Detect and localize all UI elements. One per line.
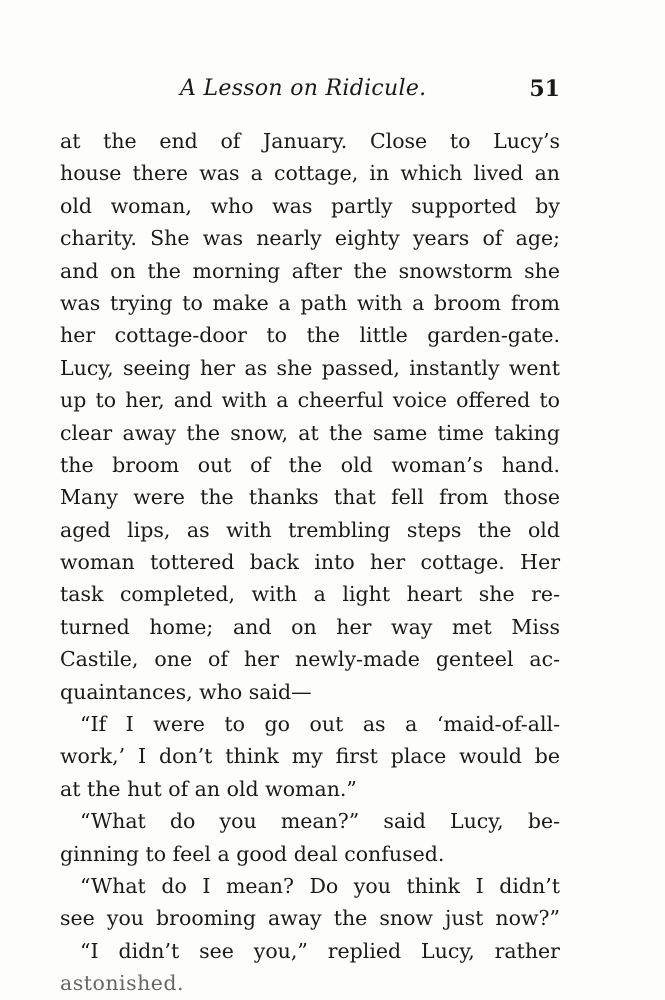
text-line: task completed, with a light heart she re- bbox=[60, 582, 560, 607]
text-line: at the end of January. Close to Lucy’s bbox=[60, 129, 560, 153]
text-line: “I didn’t see you,” replied Lucy, rather bbox=[80, 938, 560, 963]
text-line: up to her, and with a cheerful voice offered to bbox=[60, 388, 560, 413]
text-line: Lucy, seeing her as she passed, instantly went bbox=[60, 355, 560, 380]
text-line: at the hut of an old woman.” bbox=[60, 776, 357, 801]
text-line: astonished. bbox=[60, 971, 185, 996]
text-line: aged lips, as with trembling steps the old bbox=[60, 517, 560, 542]
text-line: Castile, one of her newly-made genteel ac- bbox=[60, 647, 560, 672]
text-line: house there was a cottage, in which lived an bbox=[60, 161, 560, 186]
text-line: charity. She was nearly eighty years of age; bbox=[60, 226, 560, 251]
body-text bbox=[60, 125, 560, 1000]
text-line: Many were the thanks that fell from those bbox=[60, 485, 560, 510]
text-line: and on the morning after the snowstorm she bbox=[60, 258, 560, 283]
text-line: clear away the snow, at the same time taking bbox=[60, 420, 560, 445]
text-line: quaintances, who said— bbox=[60, 679, 312, 704]
text-line: was trying to make a path with a broom from bbox=[60, 290, 560, 315]
text-line: “What do I mean? Do you think I didn’t bbox=[80, 873, 560, 898]
running-title: A Lesson on Ridicule. bbox=[180, 76, 427, 101]
text-line: “If I were to go out as a ‘maid-of-all- bbox=[80, 712, 560, 737]
text-line: old woman, who was partly supported by bbox=[60, 193, 560, 218]
text-line: work,’ I don’t think my first place would be bbox=[60, 744, 560, 769]
text-line: “What do you mean?” said Lucy, be- bbox=[80, 809, 560, 834]
text-line: turned home; and on her way met Miss bbox=[60, 614, 560, 639]
text-line: her cottage-door to the little garden-gate. bbox=[60, 323, 560, 348]
text-line: ginning to feel a good deal confused. bbox=[60, 841, 445, 866]
running-head bbox=[60, 76, 560, 106]
text-line: see you brooming away the snow just now?” bbox=[60, 906, 560, 931]
text-line: the broom out of the old woman’s hand. bbox=[60, 452, 560, 477]
page-number: 51 bbox=[529, 76, 560, 102]
text-line: woman tottered back into her cottage. Her bbox=[60, 550, 560, 575]
